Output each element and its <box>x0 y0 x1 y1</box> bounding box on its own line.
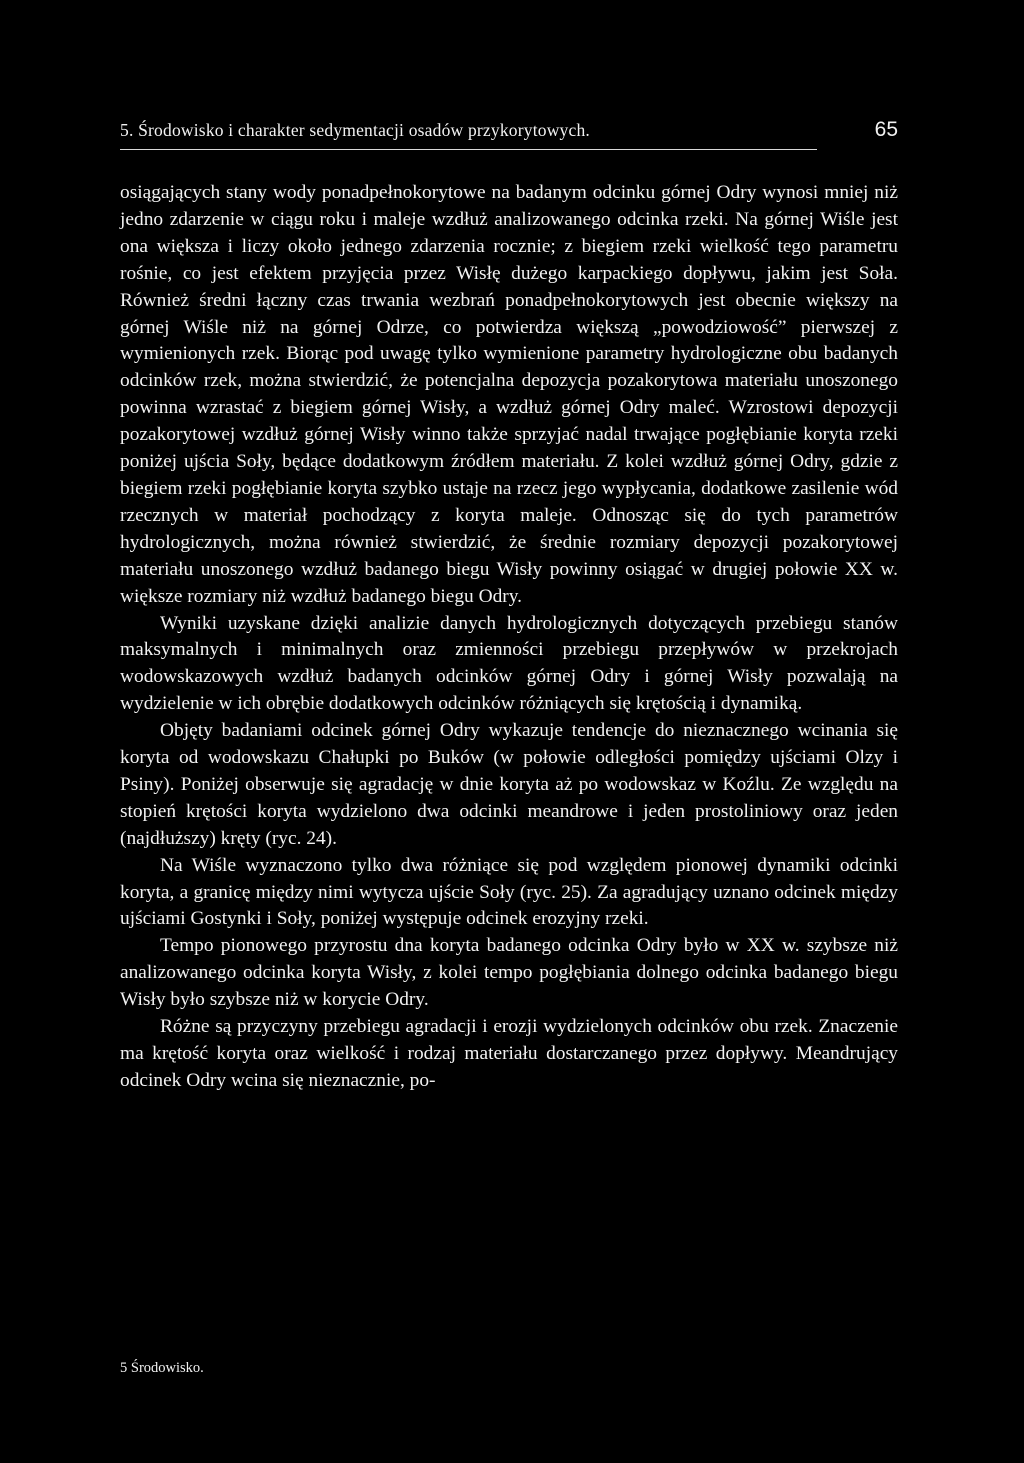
paragraph-6: Różne są przyczyny przebiegu agradacji i erozji wydzielonych odcinków obu rzek. Znaczenie ma krętość koryta oraz wielkość i rodzaj materiału dostarczanego przez dopływy. Meandrujący odcinek Odry wcina się nieznacznie, po- <box>120 1016 898 1091</box>
paragraph-1: osiągających stany wody ponadpełnokorytowe na badanym odcinku górnej Odry wynosi mniej niż jedno zdarzenie w ciągu roku i maleje wzdłuż analizowanego odcinka rzeki. Na górnej Wiśle jest ona większa i liczy około jednego zdarzenia rocznie; z biegiem rzeki wielkość tego parametru rośnie, co jest efektem przyjęcia przez Wisłę dużego karpackiego dopływu, jakim jest Soła. Również średni łączny czas trwania wezbrań ponadpełnokorytowych jest obecnie większy na górnej Wiśle niż na górnej Odrze, co potwierdza większą „powodziowość” pierwszej z wymienionych rzek. Biorąc pod uwagę tylko wymienione parametry hydrologiczne obu badanych odcinków rzek, można stwierdzić, że potencjalna depozycja pozakorytowa materiału unoszonego powinna wzrastać z biegiem górnej Wisły, a wzdłuż górnej Odry maleć. Wzrostowi depozycji pozakorytowej wzdłuż górnej Wisły winno także sprzyjać nadal trwające pogłębianie koryta rzeki poniżej ujścia Soły, będące dodatkowym źródłem materiału. Z kolei wzdłuż górnej Odry, gdzie z biegiem rzeki pogłębianie koryta szybko ustaje na rzecz jego wypłycania, dodatkowe zasilenie wód rzecznych w materiał pochodzący z koryta maleje. Odnosząc się do tych parametrów hydrologicznych, można również stwierdzić, że średnie rozmiary depozycji pozakorytowej materiału unoszonego wzdłuż badanego biegu Wisły powinny osiągać w drugiej połowie XX w. większe rozmiary niż wzdłuż badanego biegu Odry. <box>120 182 898 607</box>
paragraph-5: Tempo pionowego przyrostu dna koryta badanego odcinka Odry było w XX w. szybsze niż analizowanego odcinka koryta Wisły, z kolei tempo pogłębiania dolnego odcinka badanego biegu Wisły było szybsze niż w korycie Odry. <box>120 935 898 1011</box>
sheet-signature: 5 Środowisko. <box>120 1360 204 1376</box>
paragraph-3: Objęty badaniami odcinek górnej Odry wykazuje tendencje do nieznacznego wcinania się koryta od wodowskazu Chałupki po Buków (w połowie odległości pomiędzy ujściami Olzy i Psiny). Poniżej obserwuje się agradację w dnie koryta aż po wodowskaz w Koźlu. Ze względu na stopień krętości koryta wydzielono dwa odcinki meandrowe i jeden prostoliniowy oraz jeden (najdłuższy) kręty (ryc. 24). <box>120 720 898 849</box>
paragraph-2: Wyniki uzyskane dzięki analizie danych hydrologicznych dotyczących przebiegu stanów maksymalnych i minimalnych oraz zmienności przebiegu przepływów w przekrojach wodowskazowych wzdłuż badanych odcinków górnej Odry i górnej Wisły pozwalają na wydzielenie w ich obrębie dodatkowych odcinków różniących się krętością i dynamiką. <box>120 612 898 715</box>
paragraph-4: Na Wiśle wyznaczono tylko dwa różniące się pod względem pionowej dynamiki odcinki koryta, a granicę między nimi wytycza ujście Soły (ryc. 25). Za agradujący uznano odcinek między ujściami Gostynki i Soły, poniżej występuje odcinek erozyjny rzeki. <box>120 854 898 930</box>
running-header <box>120 118 898 150</box>
chapter-title: 5. Środowisko i charakter sedymentacji osadów przykorytowych. <box>120 120 591 140</box>
page-number: 65 <box>874 118 898 141</box>
document-page <box>120 118 898 1095</box>
body-text <box>120 180 898 1095</box>
